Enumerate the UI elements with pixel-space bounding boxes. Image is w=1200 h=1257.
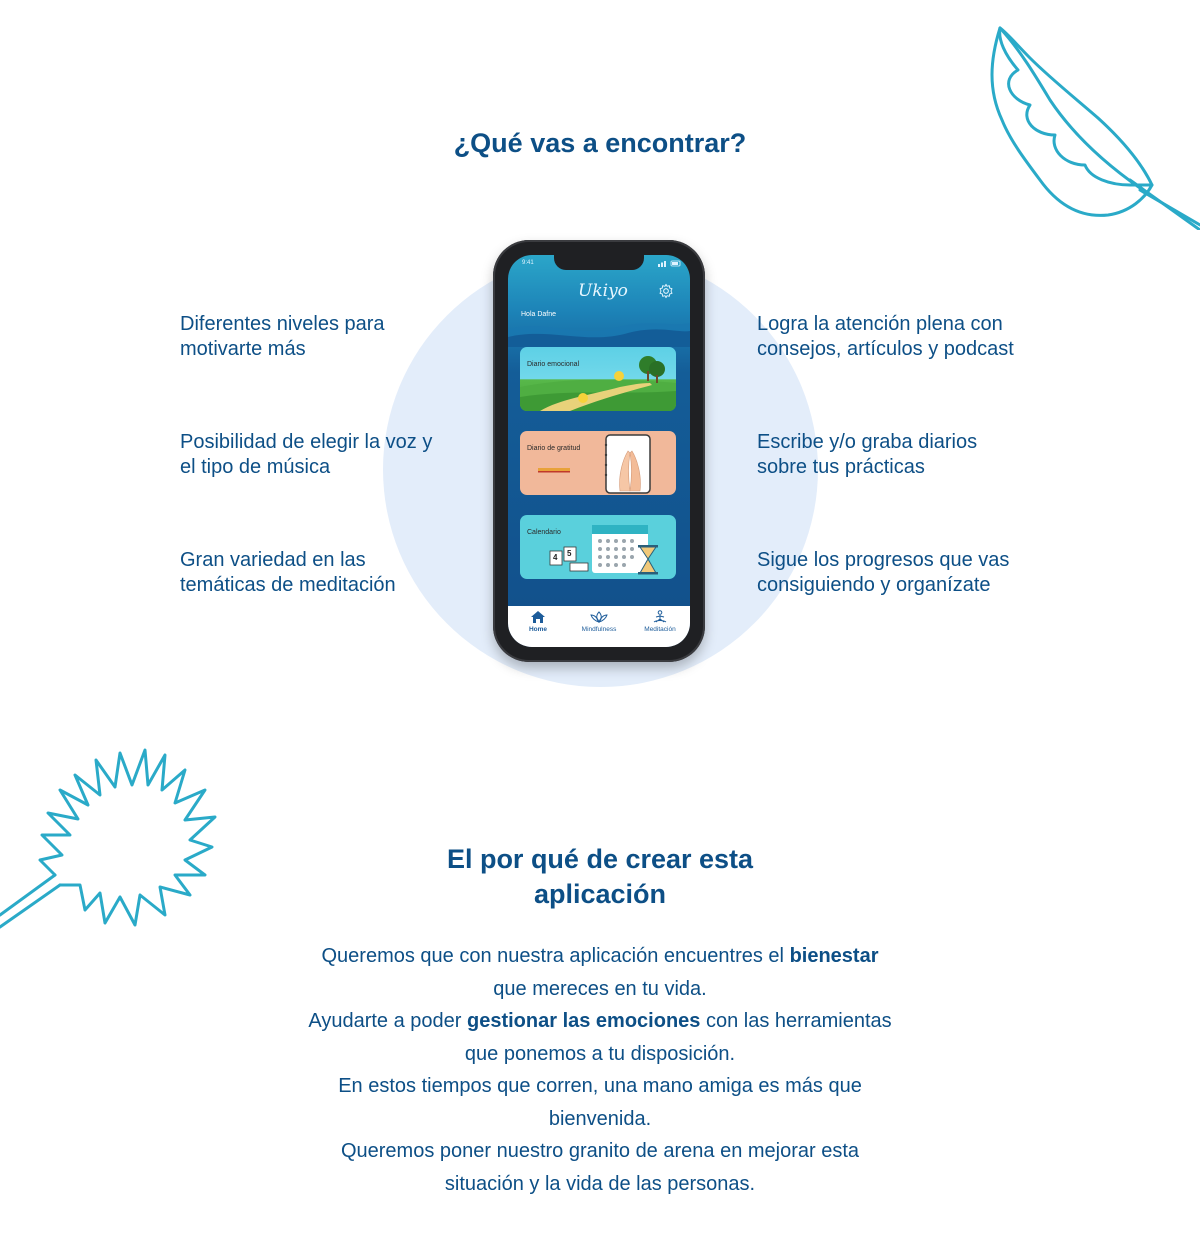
feature-text-line: temáticas de meditación [180, 574, 396, 596]
gear-icon[interactable] [658, 283, 674, 299]
leaf-illustration-top-right [980, 20, 1200, 230]
feature-mindfulness-content [757, 312, 1014, 362]
card-emotional-diary[interactable] [520, 347, 676, 411]
emphasis-wellbeing: bienestar [789, 945, 879, 967]
tab-label: Meditación [644, 626, 676, 633]
header-wave-decoration [508, 317, 690, 347]
phone-notch [554, 255, 644, 270]
paragraph-line: situación y la vida de las personas. [444, 1172, 756, 1195]
paragraph-line: Queremos poner nuestro granito de arena en mejorar esta [340, 1140, 860, 1162]
feature-text-line: Gran variedad en las [180, 549, 366, 571]
title-line: aplicación [533, 879, 667, 909]
feature-text-line: el tipo de música [180, 456, 331, 478]
feature-text-line: Sigue los progresos que vas [757, 549, 1010, 571]
feature-text-line: consiguiendo y organízate [757, 574, 991, 596]
phone-screen [508, 255, 690, 647]
paragraph-line [230, 1005, 970, 1038]
section-title-why [400, 842, 800, 912]
praying-hands-illustration [520, 431, 676, 495]
paragraph-line: que mereces en tu vida. [493, 977, 707, 1000]
tab-mindfulness[interactable] [569, 610, 629, 633]
feature-text-line: Diferentes niveles para [180, 313, 385, 335]
feature-journals [757, 430, 977, 480]
tab-label: Mindfulness [581, 626, 617, 633]
emphasis-emotions: gestionar las emociones [467, 1010, 701, 1032]
feature-progress [757, 548, 1009, 598]
calendar-day: 4 [553, 553, 558, 562]
home-icon [530, 610, 546, 624]
tab-meditation[interactable] [630, 610, 690, 633]
meditation-person-icon [652, 610, 668, 624]
section-title-features: ¿Qué vas a encontrar? [453, 128, 747, 158]
feature-text-line: motivarte más [180, 338, 306, 360]
feature-meditation-topics [180, 548, 396, 598]
paragraph-line: que ponemos a tu disposición. [464, 1042, 736, 1065]
why-paragraph [230, 940, 970, 1200]
feature-text-line: consejos, artículos y podcast [757, 338, 1014, 360]
card-calendar[interactable] [520, 515, 676, 579]
lotus-icon [589, 610, 609, 624]
feature-text-line: Logra la atención plena con [757, 313, 1003, 335]
paragraph-line: En estos tiempos que corren, una mano amiga es más que [338, 1075, 862, 1097]
landscape-illustration [520, 347, 676, 411]
card-gratitude-diary[interactable] [520, 431, 676, 495]
phone-mockup [493, 240, 705, 662]
app-logo: Ukiyo [578, 281, 628, 301]
palm-leaf-illustration-bottom-left [0, 735, 220, 935]
card-label: Calendario [527, 529, 561, 536]
paragraph-line [230, 940, 970, 973]
tab-label: Home [528, 626, 548, 633]
text: Queremos que con nuestra aplicación encuentres el [321, 945, 790, 967]
calendar-illustration [520, 515, 676, 579]
status-time: 9:41 [522, 260, 534, 266]
feature-voice-music [180, 430, 432, 480]
feature-text-line: Escribe y/o graba diarios [757, 431, 978, 453]
text: con las herramientas [700, 1010, 892, 1032]
feature-text-line: Posibilidad de elegir la voz y [180, 431, 433, 453]
feature-levels [180, 312, 385, 362]
bottom-tab-bar [508, 606, 690, 647]
battery-signal-icon [658, 260, 682, 267]
card-label: Diario de gratitud [527, 445, 581, 452]
greeting-text: Hola Dafne [521, 311, 557, 318]
card-label: Diario emocional [527, 361, 580, 368]
title-line: El por qué de crear esta [446, 844, 754, 874]
calendar-day: 5 [567, 549, 572, 558]
feature-text-line: sobre tus prácticas [757, 456, 925, 478]
paragraph-line: bienvenida. [548, 1107, 652, 1130]
tab-home[interactable] [508, 610, 568, 633]
text: Ayudarte a poder [308, 1010, 467, 1032]
